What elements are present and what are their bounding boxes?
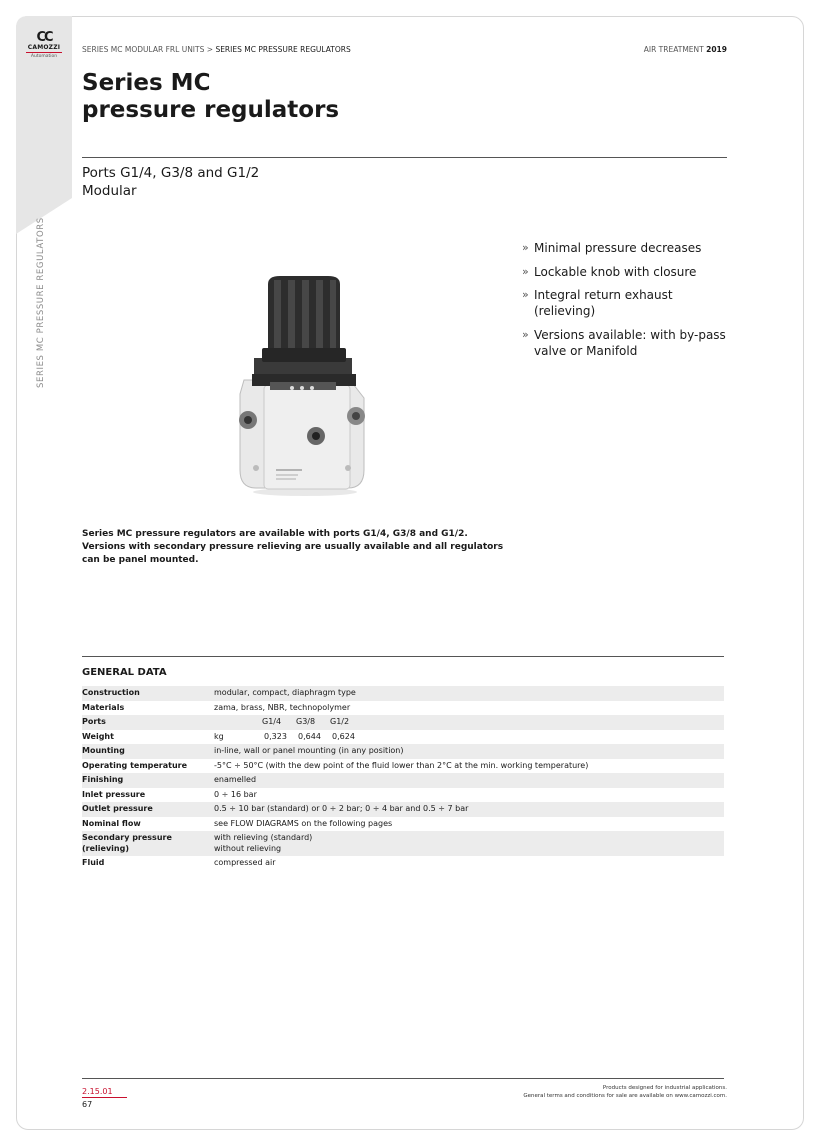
row-label: Ports (82, 715, 214, 730)
row-label: Inlet pressure (82, 789, 146, 799)
feature-item: » Lockable knob with closure (522, 264, 697, 279)
row-label: Mounting (82, 744, 214, 759)
row-value (214, 831, 724, 856)
ports-col: G3/8 (296, 717, 316, 726)
row-label: Materials (82, 702, 125, 712)
table-row (82, 686, 724, 701)
logo-divider (26, 52, 62, 53)
title-divider (82, 157, 727, 158)
row-value-line: without relieving (214, 843, 282, 853)
section-year: 2019 (706, 45, 727, 54)
row-label: Nominal flow (82, 818, 141, 828)
footer-code: 2.15.01 (82, 1087, 113, 1096)
row-value (214, 730, 724, 745)
row-value: in-line, wall or panel mounting (in any position) (214, 744, 724, 759)
breadcrumb-parent[interactable]: SERIES MC MODULAR FRL UNITS (82, 45, 205, 54)
section-name: AIR TREATMENT (643, 45, 704, 54)
table-row (82, 773, 724, 788)
table-row (82, 802, 724, 817)
weight-unit: kg (214, 731, 224, 741)
bullet-arrow-icon: » (522, 241, 529, 254)
feature-item: » Versions available: with by-pass valve or Manifold (522, 327, 726, 358)
row-value: see FLOW DIAGRAMS on the following pages (214, 818, 393, 828)
breadcrumb-current: SERIES MC PRESSURE REGULATORS (215, 45, 351, 54)
general-data-table (82, 686, 724, 871)
subtitle-line-2: Modular (82, 183, 137, 199)
row-value: -5°C ÷ 50°C (with the dew point of the fluid lower than 2°C at the min. working temperature) (214, 760, 589, 770)
logo-name: CAMOZZI (27, 44, 61, 51)
camozzi-mark-icon: CC (36, 30, 52, 45)
table-row (82, 817, 724, 832)
row-value: 0 ÷ 16 bar (214, 789, 257, 799)
footer-code-underline (82, 1097, 127, 1098)
row-value: modular, compact, diaphragm type (214, 686, 724, 701)
general-data-divider (82, 656, 724, 657)
row-value-line: with relieving (standard) (214, 833, 313, 842)
table-row (82, 744, 724, 759)
row-label: Secondary pressure (relieving) (82, 831, 214, 856)
title-line-1: Series MC (82, 70, 211, 96)
feature-list (522, 240, 732, 366)
row-label: Fluid (82, 858, 105, 867)
product-image (230, 270, 380, 500)
row-label: Weight (82, 731, 114, 741)
row-label: Outlet pressure (82, 802, 214, 817)
ports-col: G1/2 (330, 717, 350, 726)
footer-notes (523, 1085, 727, 1100)
breadcrumb-separator: > (206, 45, 214, 54)
footer-note: Products designed for industrial applications. (602, 1085, 727, 1091)
general-data-title: GENERAL DATA (82, 667, 167, 678)
feature-item: » Minimal pressure decreases (522, 241, 702, 255)
subtitle-line-1: Ports G1/4, G3/8 and G1/2 (82, 165, 260, 181)
intro-text: Series MC pressure regulators are available with ports G1/4, G3/8 and G1/2. Versions with secondary pressure relieving are usually available and all regulators can be panel mounted. (82, 529, 504, 565)
header-section (644, 45, 727, 54)
table-row (82, 788, 724, 803)
bullet-arrow-icon: » (522, 288, 529, 301)
row-value (214, 715, 724, 730)
weight-col: 0,644 (298, 731, 321, 741)
table-row (82, 701, 724, 716)
logo-tagline: Automation (30, 54, 58, 59)
side-label: SERIES MC PRESSURE REGULATORS (36, 217, 46, 388)
row-label: Finishing (82, 773, 214, 788)
table-row (82, 730, 724, 745)
table-row (82, 856, 724, 871)
row-label: Construction (82, 686, 214, 701)
ports-col: G1/4 (262, 717, 282, 726)
title-line-2: pressure regulators (82, 97, 340, 123)
bullet-arrow-icon: » (522, 264, 529, 278)
table-row (82, 715, 724, 730)
table-row (82, 831, 724, 856)
table-row (82, 759, 724, 774)
row-value: enamelled (214, 773, 724, 788)
breadcrumb (82, 45, 351, 54)
footer-divider (82, 1078, 724, 1079)
page-number: 67 (82, 1100, 93, 1109)
page-title (82, 70, 339, 124)
row-value: compressed air (214, 858, 276, 867)
weight-col: 0,624 (332, 731, 355, 741)
row-label: Operating temperature (82, 760, 188, 770)
footer-note[interactable]: General terms and conditions for sale are available on www.camozzi.com. (523, 1092, 727, 1099)
feature-item: » Integral return exhaust (relieving) (522, 288, 673, 318)
weight-col: 0,323 (264, 731, 287, 741)
page-subtitle (82, 164, 259, 200)
row-value: 0.5 ÷ 10 bar (standard) or 0 ÷ 2 bar; 0 ÷ 4 bar and 0.5 ÷ 7 bar (214, 802, 724, 817)
camozzi-logo (23, 31, 65, 60)
bullet-arrow-icon: » (522, 327, 529, 341)
row-value: zama, brass, NBR, technopolymer (214, 702, 351, 712)
